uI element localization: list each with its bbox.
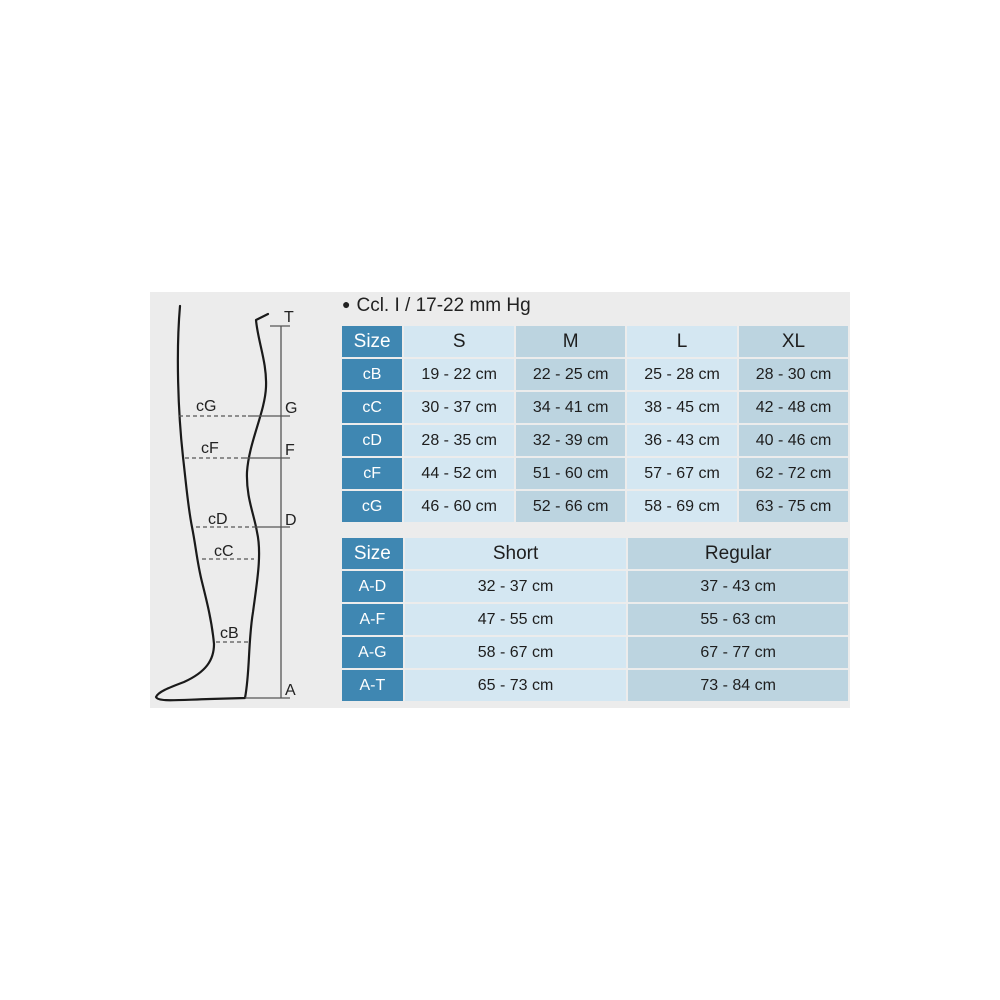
length-table (340, 536, 850, 703)
label-cf: cF (201, 440, 219, 457)
table-cell: 52 - 66 cm (516, 491, 625, 522)
circumference-table (340, 324, 850, 524)
table-cell: 55 - 63 cm (628, 604, 848, 635)
size-l-header: L (627, 326, 737, 357)
table-cell: 28 - 35 cm (404, 425, 514, 456)
table-cell: 63 - 75 cm (739, 491, 848, 522)
label-cb: cB (220, 625, 239, 642)
row-label: A-G (342, 637, 403, 668)
table-header-row (342, 538, 848, 569)
table-cell: 73 - 84 cm (628, 670, 848, 701)
table-row (342, 604, 848, 635)
table-cell: 51 - 60 cm (516, 458, 625, 489)
table-cell: 40 - 46 cm (739, 425, 848, 456)
table-cell: 65 - 73 cm (405, 670, 627, 701)
table-row (342, 458, 848, 489)
row-label: A-T (342, 670, 403, 701)
table-cell: 32 - 37 cm (405, 571, 627, 602)
short-header: Short (405, 538, 627, 569)
label-cc: cC (214, 543, 234, 560)
table-cell: 34 - 41 cm (516, 392, 625, 423)
table-cell: 46 - 60 cm (404, 491, 514, 522)
table-cell: 25 - 28 cm (627, 359, 737, 390)
label-a: A (285, 682, 296, 699)
size-m-header: M (516, 326, 625, 357)
row-label: cC (342, 392, 402, 423)
regular-header: Regular (628, 538, 848, 569)
table-row (342, 425, 848, 456)
table-cell: 58 - 69 cm (627, 491, 737, 522)
compression-class-line (342, 295, 531, 317)
label-d: D (285, 512, 297, 529)
table-header-row (342, 326, 848, 357)
row-label: A-D (342, 571, 403, 602)
table-cell: 36 - 43 cm (627, 425, 737, 456)
table-cell: 57 - 67 cm (627, 458, 737, 489)
label-g: G (285, 400, 298, 417)
size-s-header: S (404, 326, 514, 357)
table-cell: 32 - 39 cm (516, 425, 625, 456)
compression-class-text: Ccl. I / 17-22 mm Hg (356, 295, 531, 316)
bullet-icon: ● (342, 296, 351, 312)
leg-diagram (150, 292, 340, 708)
table-cell: 30 - 37 cm (404, 392, 514, 423)
row-label: cB (342, 359, 402, 390)
table-cell: 19 - 22 cm (404, 359, 514, 390)
table-cell: 67 - 77 cm (628, 637, 848, 668)
table-cell: 62 - 72 cm (739, 458, 848, 489)
table-row (342, 670, 848, 701)
table-cell: 22 - 25 cm (516, 359, 625, 390)
table-cell: 37 - 43 cm (628, 571, 848, 602)
table-row (342, 392, 848, 423)
row-label: cG (342, 491, 402, 522)
label-f: F (285, 442, 295, 459)
table-row (342, 359, 848, 390)
table-cell: 28 - 30 cm (739, 359, 848, 390)
row-label: cF (342, 458, 402, 489)
table-row (342, 637, 848, 668)
row-label: A-F (342, 604, 403, 635)
table-cell: 44 - 52 cm (404, 458, 514, 489)
size-corner-header: Size (342, 538, 403, 569)
label-cd: cD (208, 511, 228, 528)
size-corner-header: Size (342, 326, 402, 357)
label-t: T (284, 309, 294, 326)
table-cell: 42 - 48 cm (739, 392, 848, 423)
table-cell: 47 - 55 cm (405, 604, 627, 635)
row-label: cD (342, 425, 402, 456)
leg-back-outline (156, 306, 268, 700)
table-cell: 58 - 67 cm (405, 637, 627, 668)
table-row (342, 491, 848, 522)
table-row (342, 571, 848, 602)
size-chart-panel (150, 292, 850, 708)
table-cell: 38 - 45 cm (627, 392, 737, 423)
label-cg: cG (196, 398, 217, 415)
size-xl-header: XL (739, 326, 848, 357)
